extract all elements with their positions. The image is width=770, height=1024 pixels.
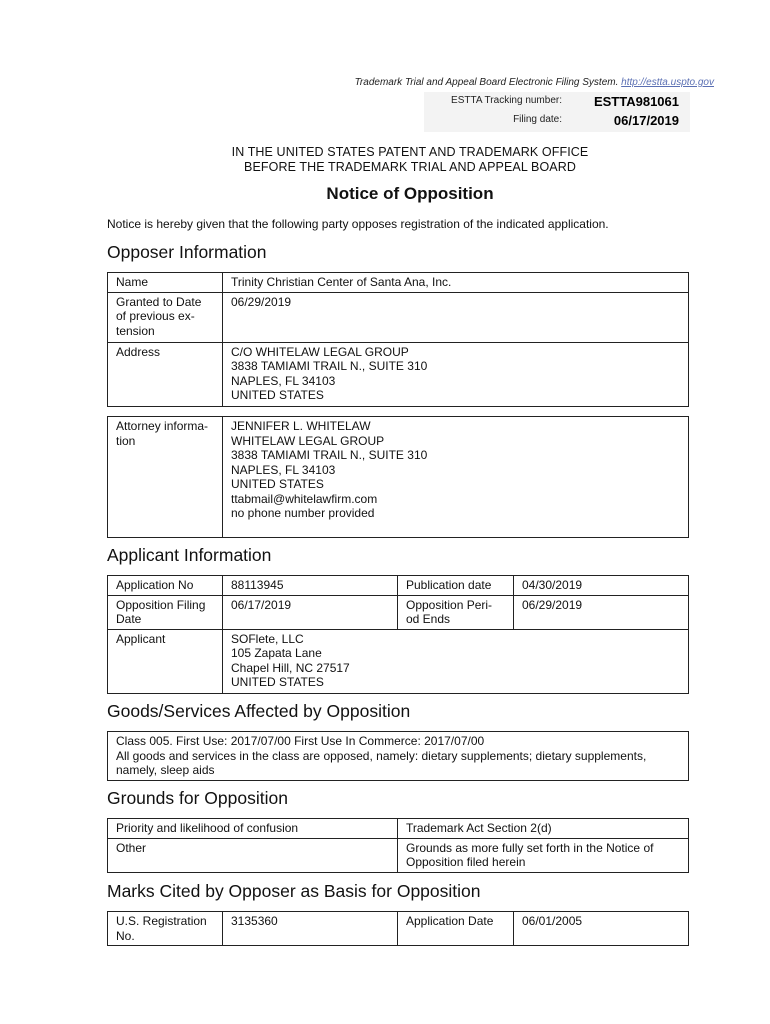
filing-date-label: Filing date: bbox=[513, 114, 562, 125]
table-row bbox=[108, 576, 689, 596]
attorney-table bbox=[107, 416, 689, 538]
opposition-filing-date-label: Opposition Filing Date bbox=[108, 595, 223, 629]
grounds-heading: Grounds for Opposition bbox=[107, 788, 288, 808]
application-no-label: Application No bbox=[108, 576, 223, 596]
opposer-heading: Opposer Information bbox=[107, 242, 267, 262]
opposition-period-label: Opposition Peri- od Ends bbox=[398, 595, 514, 629]
publication-date-label: Publication date bbox=[398, 576, 514, 596]
notice-text: Notice is hereby given that the following party opposes registration of the indicated application. bbox=[107, 217, 609, 231]
goods-description: Class 005. First Use: 2017/07/00 First Use In Commerce: 2017/07/00 All goods and services in the class are opposed, namely: dietary supplements; dietary supplements, namely, sleep aids bbox=[108, 732, 689, 781]
opposition-filing-date: 06/17/2019 bbox=[223, 595, 398, 629]
court-line-2: BEFORE THE TRADEMARK TRIAL AND APPEAL BOARD bbox=[244, 160, 576, 174]
court-line-1: IN THE UNITED STATES PATENT AND TRADEMARK OFFICE bbox=[231, 145, 589, 159]
table-row bbox=[108, 273, 689, 293]
opposer-name-label: Name bbox=[108, 273, 223, 293]
table-row bbox=[108, 912, 689, 946]
granted-date-label: Granted to Date of previous ex- tension bbox=[108, 292, 223, 342]
table-row bbox=[108, 292, 689, 342]
opposer-table bbox=[107, 272, 689, 407]
mark-application-date: 06/01/2005 bbox=[514, 912, 689, 946]
opposition-period-ends: 06/29/2019 bbox=[514, 595, 689, 629]
applicant-table bbox=[107, 575, 689, 694]
table-row bbox=[108, 342, 689, 406]
opposer-name: Trinity Christian Center of Santa Ana, Inc. bbox=[223, 273, 689, 293]
tracking-number: ESTTA981061 bbox=[593, 94, 679, 109]
table-row bbox=[108, 417, 689, 538]
mark-application-date-label: Application Date bbox=[398, 912, 514, 946]
registration-no-label: U.S. Registration No. bbox=[108, 912, 223, 946]
registration-no: 3135360 bbox=[223, 912, 398, 946]
goods-heading: Goods/Services Affected by Opposition bbox=[107, 701, 411, 721]
granted-date: 06/29/2019 bbox=[223, 292, 689, 342]
goods-table bbox=[107, 731, 689, 781]
filing-date: 06/17/2019 bbox=[613, 113, 679, 128]
table-row bbox=[108, 732, 689, 781]
ground-1: Priority and likelihood of confusion bbox=[108, 819, 398, 839]
ground-2-basis: Grounds as more fully set forth in the Notice of Opposition filed herein bbox=[398, 838, 689, 872]
applicant-label: Applicant bbox=[108, 629, 223, 693]
document-title: Notice of Opposition bbox=[326, 184, 494, 203]
grounds-table bbox=[107, 818, 689, 873]
estta-link[interactable]: http://estta.uspto.gov bbox=[621, 77, 714, 88]
applicant-heading: Applicant Information bbox=[107, 545, 272, 565]
opposer-address-label: Address bbox=[108, 342, 223, 406]
table-row bbox=[108, 595, 689, 629]
publication-date: 04/30/2019 bbox=[514, 576, 689, 596]
table-row bbox=[108, 629, 689, 693]
marks-table bbox=[107, 911, 689, 946]
marks-heading: Marks Cited by Opposer as Basis for Opposition bbox=[107, 881, 481, 901]
table-row bbox=[108, 819, 689, 839]
filing-system-line bbox=[300, 77, 714, 88]
tracking-number-label: ESTTA Tracking number: bbox=[451, 95, 562, 106]
filing-system-text: Trademark Trial and Appeal Board Electronic Filing System. bbox=[354, 77, 619, 88]
attorney-label: Attorney informa- tion bbox=[108, 417, 223, 538]
application-no: 88113945 bbox=[223, 576, 398, 596]
attorney-info: JENNIFER L. WHITELAW WHITELAW LEGAL GROUP 3838 TAMIAMI TRAIL N., SUITE 310 NAPLES, FL 34103 UNITED STATES ttabmail@whitelawfirm.com no phone number provided bbox=[223, 417, 689, 538]
applicant-info: SOFlete, LLC 105 Zapata Lane Chapel Hill, NC 27517 UNITED STATES bbox=[223, 629, 689, 693]
ground-2: Other bbox=[108, 838, 398, 872]
table-row bbox=[108, 838, 689, 872]
opposer-address: C/O WHITELAW LEGAL GROUP 3838 TAMIAMI TRAIL N., SUITE 310 NAPLES, FL 34103 UNITED STATES bbox=[223, 342, 689, 406]
ground-1-basis: Trademark Act Section 2(d) bbox=[398, 819, 689, 839]
